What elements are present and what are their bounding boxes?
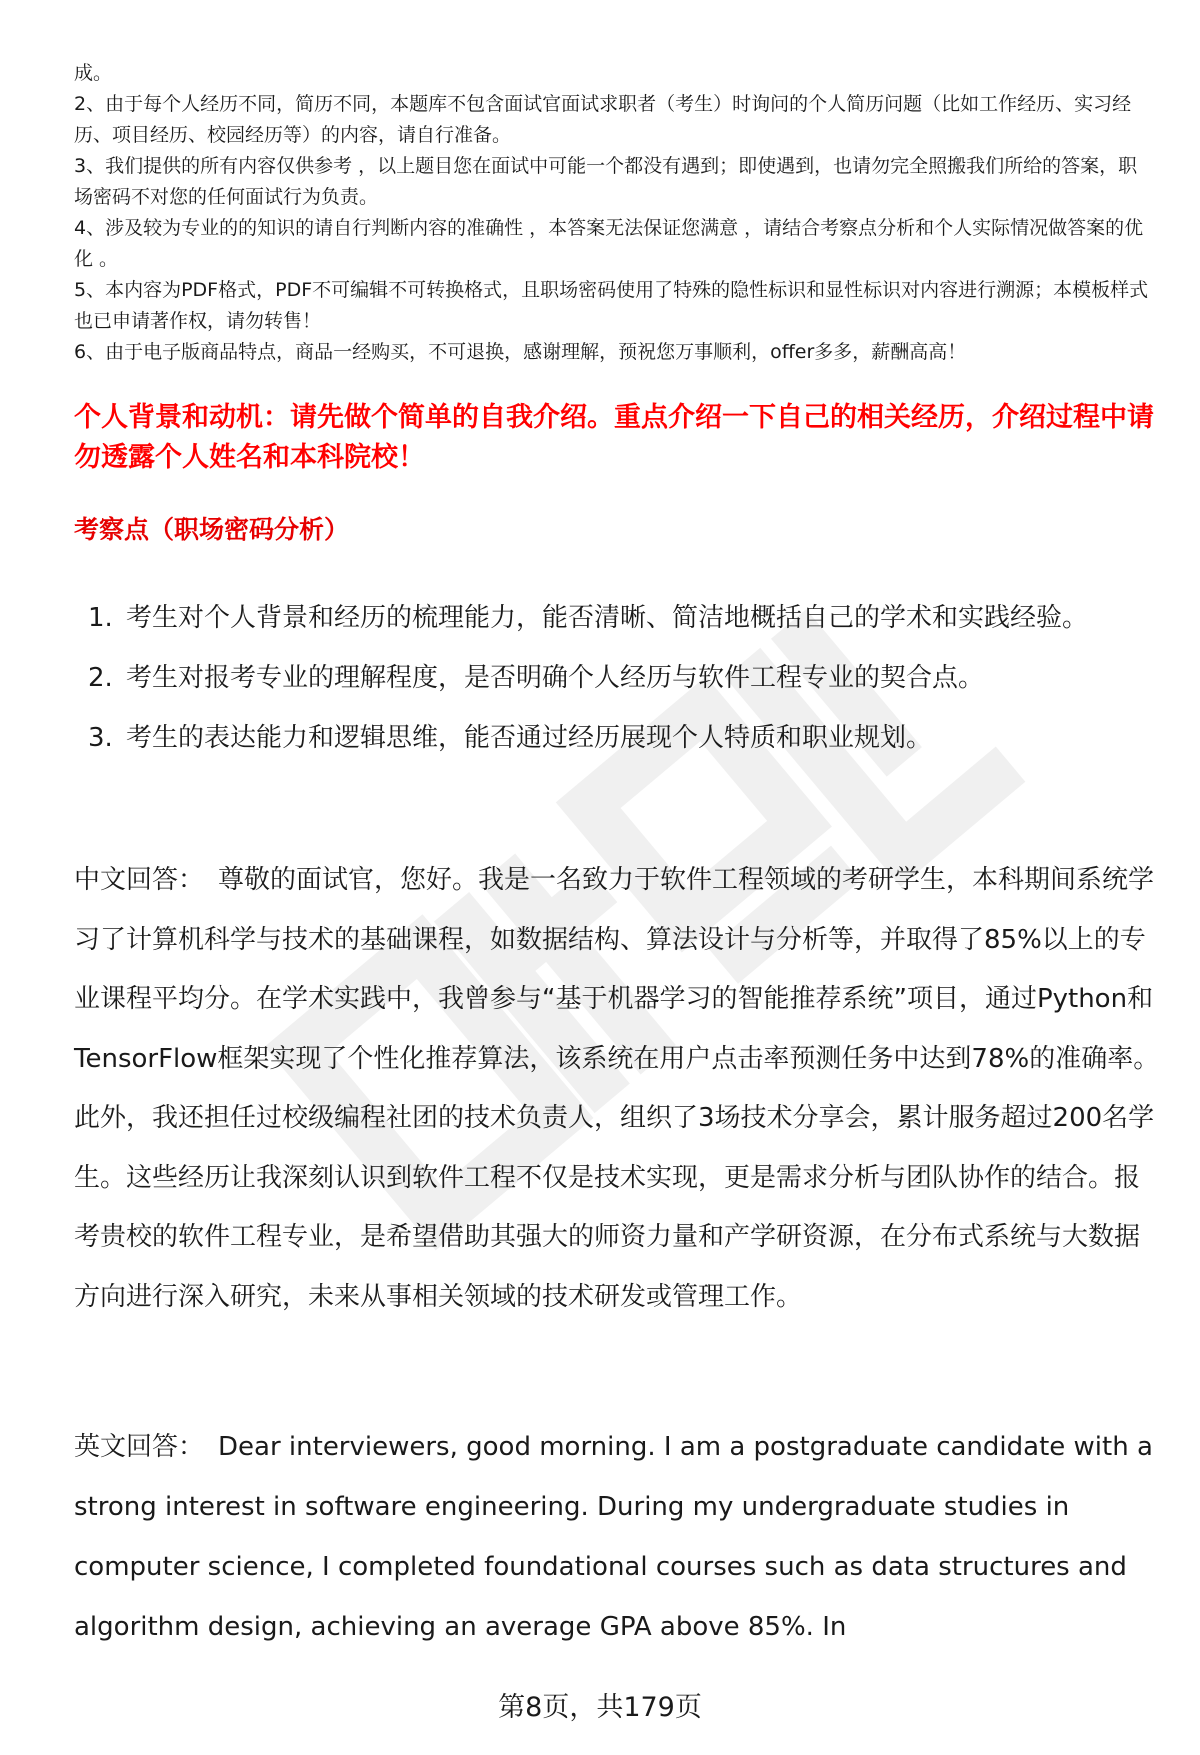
note-line: 5、本内容为PDF格式，PDF不可编辑不可转换格式，且职场密码使用了特殊的隐性标识和显性标识对内容进行溯源；本模板样式也已申请著作权，请勿转售！ (74, 279, 1149, 332)
note-line: 3、我们提供的所有内容仅供参考 ，以上题目您在面试中可能一个都没有遇到；即使遇到，也请勿完全照搬我们所给的答案，职场密码不对您的任何面试行为负责。 (74, 155, 1138, 208)
section-title: 考察点（职场密码分析） (74, 515, 350, 544)
chinese-answer (74, 851, 1164, 1327)
note-line: 4、涉及较为专业的的知识的请自行判断内容的准确性 ，本答案无法保证您满意 ，请结合考察点分析和个人实际情况做答案的优化 。 (74, 217, 1144, 270)
list-text: 考生对报考专业的理解程度，是否明确个人经历与软件工程专业的契合点。 (126, 663, 985, 693)
interview-question: 个人背景和动机：请先做个简单的自我介绍。重点介绍一下自己的相关经历，介绍过程中请勿透露个人姓名和本科院校！ (74, 402, 1154, 473)
assessment-points (74, 588, 1164, 768)
list-item (74, 588, 1164, 648)
note-line: 6、由于电子版商品特点，商品一经购买，不可退换，感谢理解，预祝您万事顺利，offer多多，薪酬高高！ (74, 341, 967, 363)
list-number: 1. (88, 603, 113, 633)
answer-text: Dear interviewers, good morning. I am a postgraduate candidate with a strong interest in software engineering. During my undergraduate studies in computer science, I completed foundational courses such as data structures and algorithm design, achieving an average GPA above 85%. In (74, 1432, 1153, 1642)
list-text: 考生对个人背景和经历的梳理能力，能否清晰、简洁地概括自己的学术和实践经验。 (126, 603, 1089, 633)
list-item (74, 648, 1164, 708)
note-line: 2、由于每个人经历不同，简历不同，本题库不包含面试官面试求职者（考生）时询问的个人简历问题（比如工作经历、实习经历、项目经历、校园经历等）的内容，请自行准备。 (74, 93, 1132, 146)
list-text: 考生的表达能力和逻辑思维，能否通过经历展现个人特质和职业规划。 (126, 723, 933, 753)
notes-section (74, 58, 1154, 368)
answer-label: 中文回答： (74, 865, 205, 895)
list-item (74, 708, 1164, 768)
page-number: 第8页，共179页 (498, 1692, 702, 1723)
list-number: 3. (88, 723, 113, 753)
list-number: 2. (88, 663, 113, 693)
answer-text: 尊敬的面试官，您好。我是一名致力于软件工程领域的考研学生，本科期间系统学习了计算机科学与技术的基础课程，如数据结构、算法设计与分析等，并取得了85%以上的专业课程平均分。在学术实践中，我曾参与“基于机器学习的智能推荐系统”项目，通过Python和TensorFlow框架实现了个性化推荐算法，该系统在用户点击率预测任务中达到78%的准确率。此外，我还担任过校级编程社团的技术负责人，组织了3场技术分享会，累计服务超过200名学生。这些经历让我深刻认识到软件工程不仅是技术实现，更是需求分析与团队协作的结合。报考贵校的软件工程专业，是希望借助其强大的师资力量和产学研资源，在分布式系统与大数据方向进行深入研究，未来从事相关领域的技术研发或管理工作。 (74, 865, 1160, 1312)
note-line: 成。 (74, 62, 113, 84)
english-answer (74, 1417, 1164, 1657)
answer-label: 英文回答： (74, 1432, 205, 1462)
